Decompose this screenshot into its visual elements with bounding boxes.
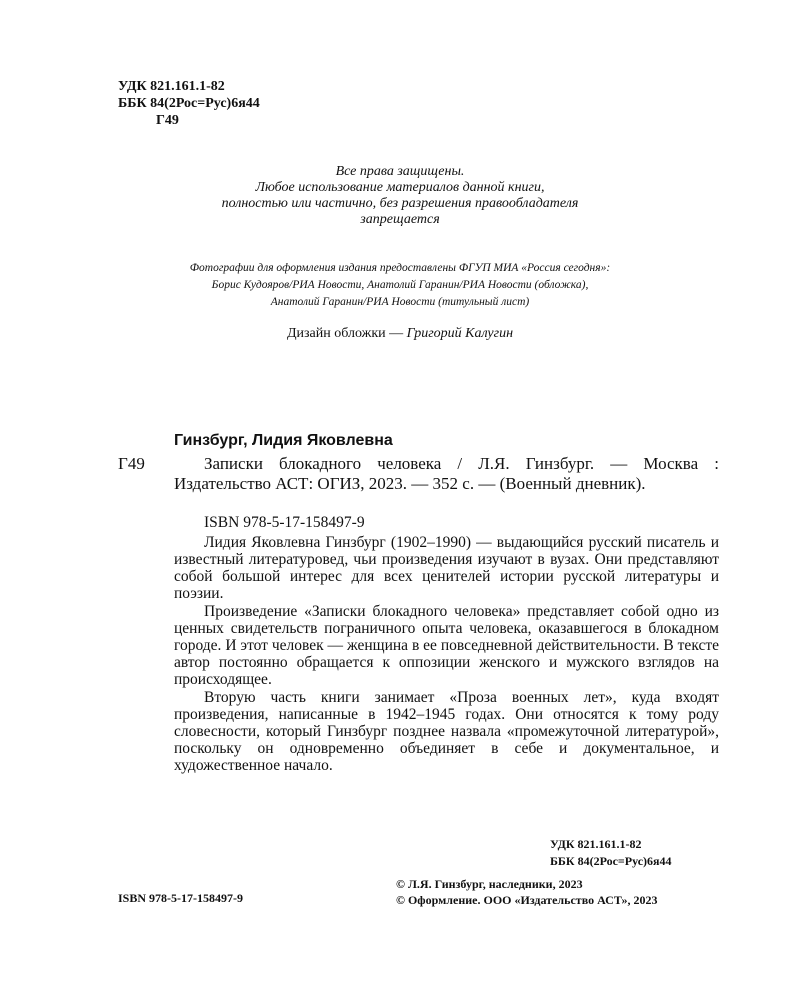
annotation-paragraph: Произведение «Записки блокадного человека» представляет собой одно из ценных свидетельств пограничного опыта человека, оказавшегося в блокадном городе. И этот человек — женщина в ее повседневной действительности. В тексте автор постоянно обращается к оппозиции женского и мужского взглядов на происходящее. [174, 603, 719, 688]
description-text: Записки блокадного человека / Л.Я. Гинзбург. — Москва : Издательство АСТ: ОГИЗ, 2023. — 352 с. — (Военный дневник). [174, 454, 719, 493]
footer-isbn: ISBN 978-5-17-158497-9 [118, 891, 243, 905]
annotation-paragraph: Лидия Яковлевна Гинзбург (1902–1990) — выдающийся русский писатель и известный литературовед, чьи произведения изучают в вузах. Они представляют собой большой интерес для всех ценителей истории русской литературы и поэзии. [174, 534, 719, 602]
photo-credit-line: Анатолий Гаранин/РИА Новости (титульный лист) [270, 296, 530, 308]
udk-code: УДК 821.161.1-82 [118, 79, 225, 94]
rights-line: полностью или частично, без разрешения правообладателя [221, 196, 579, 211]
design-label: Дизайн обложки — [286, 326, 407, 341]
bibliography-code: Г49 [118, 454, 145, 473]
photo-credit-line: Борис Кудояров/РИА Новости, Анатолий Гаранин/РИА Новости (обложка), [211, 279, 589, 291]
copyright-design: © Оформление. ООО «Издательство АСТ», 2023 [396, 893, 658, 907]
photo-credit-line: Фотографии для оформления издания предоставлены ФГУП МИА «Россия сегодня»: [189, 262, 611, 274]
bibliography-isbn: ISBN 978-5-17-158497-9 [204, 514, 365, 531]
author-sign: Г49 [156, 113, 179, 128]
rights-line: Любое использование материалов данной книги, [255, 180, 545, 195]
bibliography-description [174, 454, 719, 494]
footer-bbk: ББК 84(2Рос=Рус)6я44 [550, 854, 672, 868]
designer-name: Григорий Калугин [406, 326, 514, 341]
rights-notice [0, 164, 800, 228]
cover-design-credit [0, 326, 800, 342]
copyright-author: © Л.Я. Гинзбург, наследники, 2023 [396, 877, 583, 891]
rights-line: запрещается [360, 212, 440, 227]
rights-line: Все права защищены. [335, 164, 465, 179]
photo-credits [0, 260, 800, 311]
footer-udk: УДК 821.161.1-82 [550, 837, 642, 851]
classification-block [118, 78, 260, 129]
bibliography-author: Гинзбург, Лидия Яковлевна [174, 432, 393, 449]
annotation [174, 534, 719, 775]
bbk-code: ББК 84(2Рос=Рус)6я44 [118, 96, 260, 111]
copyright-block [396, 876, 658, 908]
footer-classification [550, 836, 672, 870]
annotation-paragraph: Вторую часть книги занимает «Проза военных лет», куда входят произведения, написанные в 1942–1945 годах. Они относятся к тому роду словесности, который Гинзбург позднее назвала «промежуточной литературой», поскольку он одновременно объединяет в себе и документальное, и художественное начало. [174, 689, 719, 774]
